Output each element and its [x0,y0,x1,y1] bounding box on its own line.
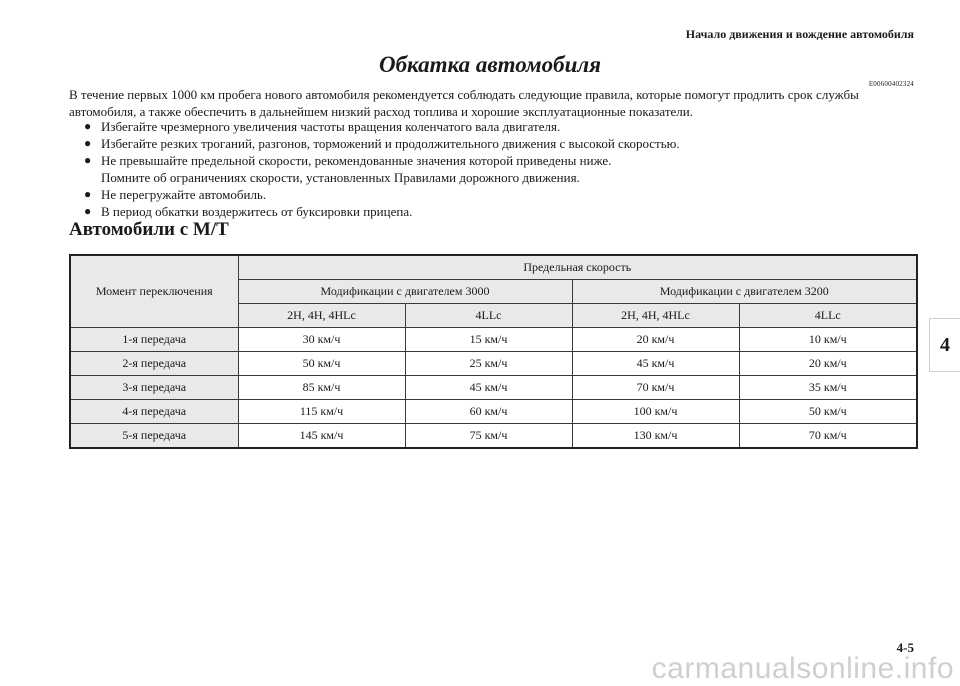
speed-cell: 10 км/ч [739,328,917,352]
speed-cell: 85 км/ч [238,376,405,400]
list-item-text: В период обкатки воздержитесь от буксировки прицепа. [101,204,413,219]
page-title: Обкатка автомобиля [378,52,602,77]
speed-cell: 115 км/ч [238,400,405,424]
speed-cell: 50 км/ч [739,400,917,424]
list-item [84,152,924,186]
watermark: carmanualsonline.info [651,652,954,685]
gear-cell: 1-я передача [70,328,238,352]
list-item [84,118,924,135]
gear-cell: 5-я передача [70,424,238,449]
table-mode-header: 4LLc [405,304,572,328]
intro-paragraph: В течение первых 1000 км пробега нового автомобиля рекомендуется соблюдать следующие правила, которые помогут продлить срок службы автомобиля, а также обеспечить в дальнейшем низкий расход топлива и хорошие эксплуатационные показатели. [69,87,859,119]
speed-cell: 15 км/ч [405,328,572,352]
list-item-text: Избегайте чрезмерного увеличения частоты вращения коленчатого вала двигателя. [101,119,561,134]
list-item [84,135,924,152]
table-corner-header: Момент переключения [70,255,238,328]
bullet-icon: ● [84,119,92,133]
speed-cell: 30 км/ч [238,328,405,352]
speed-cell: 20 км/ч [572,328,739,352]
speed-cell: 130 км/ч [572,424,739,449]
speed-cell: 70 км/ч [739,424,917,449]
speed-cell: 100 км/ч [572,400,739,424]
bullet-icon: ● [84,136,92,150]
recommendations-list [84,118,924,220]
gear-cell: 2-я передача [70,352,238,376]
list-item [84,186,924,203]
page-number: 4-5 [896,640,914,655]
chapter-tab: 4 [929,318,960,372]
speed-cell: 145 км/ч [238,424,405,449]
table-row [70,328,917,352]
speed-cell: 60 км/ч [405,400,572,424]
speed-limit-table [69,254,918,449]
bullet-icon: ● [84,204,92,218]
table-row [70,352,917,376]
list-item-note: Помните об ограничениях скорости, установленных Правилами дорожного движения. [101,170,580,185]
table-engine-header: Модификации с двигателем 3000 [238,280,572,304]
table-engine-header: Модификации с двигателем 3200 [572,280,917,304]
document-code: E00600402324 [868,80,914,88]
list-item-text: Избегайте резких троганий, разгонов, торможений и продолжительного движения с высокой скоростью. [101,136,680,151]
speed-cell: 45 км/ч [405,376,572,400]
table-group-header: Предельная скорость [238,255,917,280]
speed-cell: 20 км/ч [739,352,917,376]
table-mode-header: 2H, 4H, 4HLc [572,304,739,328]
list-item [84,203,924,220]
speed-cell: 25 км/ч [405,352,572,376]
table-mode-header: 4LLc [739,304,917,328]
chapter-header: Начало движения и вождение автомобиля [685,27,914,41]
table-row [70,376,917,400]
speed-cell: 50 км/ч [238,352,405,376]
speed-cell: 45 км/ч [572,352,739,376]
bullet-icon: ● [84,153,92,167]
speed-cell: 70 км/ч [572,376,739,400]
bullet-icon: ● [84,187,92,201]
table-row [70,424,917,449]
speed-cell: 35 км/ч [739,376,917,400]
gear-cell: 3-я передача [70,376,238,400]
table-row [70,400,917,424]
section-title: Автомобили с M/T [69,219,229,240]
list-item-text: Не превышайте предельной скорости, рекомендованные значения которой приведены ниже. [101,153,612,168]
speed-cell: 75 км/ч [405,424,572,449]
table-mode-header: 2H, 4H, 4HLc [238,304,405,328]
list-item-text: Не перегружайте автомобиль. [101,187,267,202]
gear-cell: 4-я передача [70,400,238,424]
